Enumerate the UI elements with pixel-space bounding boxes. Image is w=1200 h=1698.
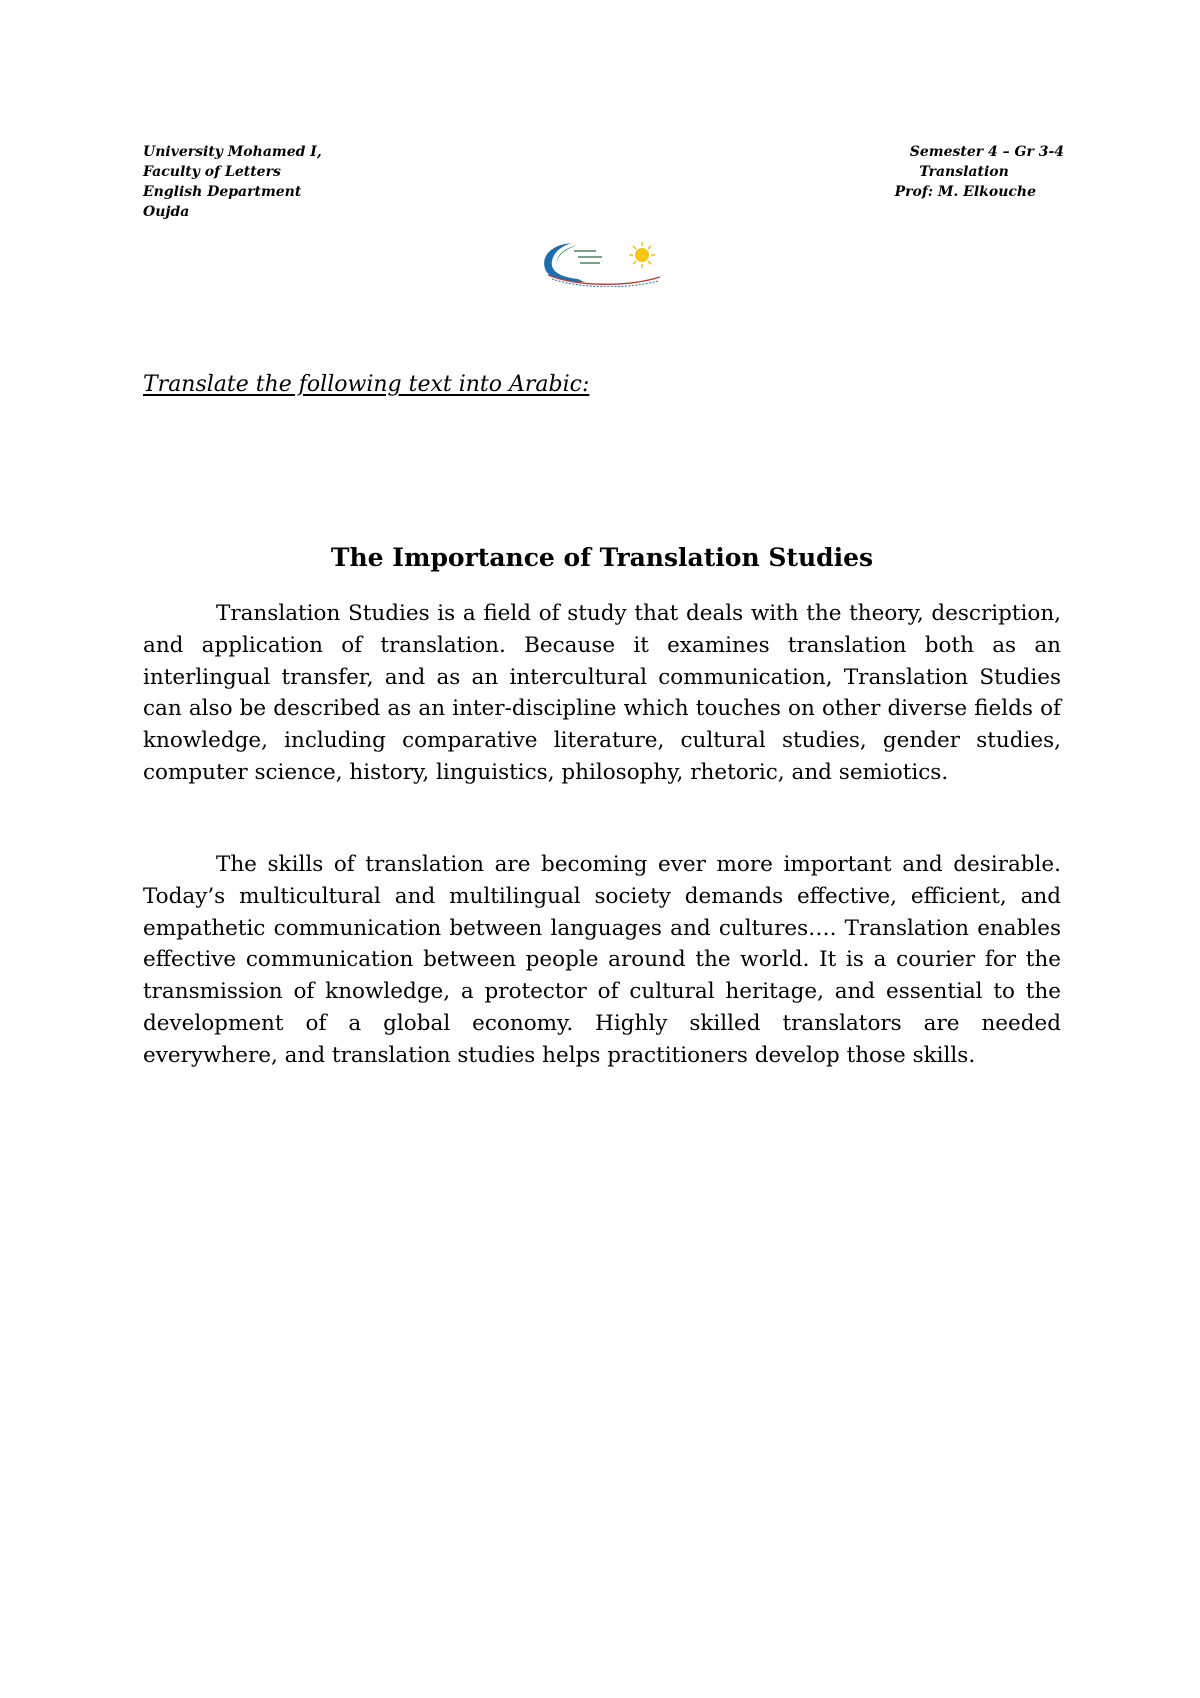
instruction-text: Translate the following text into Arabic: — [143, 372, 590, 397]
course-header — [804, 142, 1064, 202]
institution-header — [143, 142, 322, 222]
paragraph-1: Translation Studies is a field of study that deals with the theory, description, and application of translation. Because it examines translation both as an interlingual transfer, and as an intercultural communication, Translation Studies can also be described as an inter-discipline which touches on other diverse fields of knowledge, including comparative literature, cultural studies, gender studies, computer science, history, linguistics, philosophy, rhetoric, and semiotics. — [143, 601, 1061, 785]
university-logo — [538, 237, 670, 287]
semester-group: Semester 4 – Gr 3-4 — [909, 144, 1064, 160]
city-name: Oujda — [143, 204, 190, 220]
university-name: University Mohamed I, — [143, 144, 322, 160]
course-name: Translation — [919, 164, 1009, 180]
document-title: The Importance of Translation Studies — [330, 543, 874, 572]
paragraph-2: The skills of translation are becoming ever more important and desirable. Today’s multicultural and multilingual society demands effective, efficient, and empathetic communication between languages and cultures…. Translation enables effective communication between people around the world. It is a courier for the transmission of knowledge, a protector of cultural heritage, and essential to the development of a global economy. Highly skilled translators are needed everywhere, and translation studies helps practitioners develop those skills. — [143, 852, 1061, 1068]
sun-icon — [629, 242, 655, 268]
professor-name: Prof: M. Elkouche — [894, 184, 1036, 200]
department-name: English Department — [143, 184, 302, 200]
faculty-name: Faculty of Letters — [143, 164, 281, 180]
